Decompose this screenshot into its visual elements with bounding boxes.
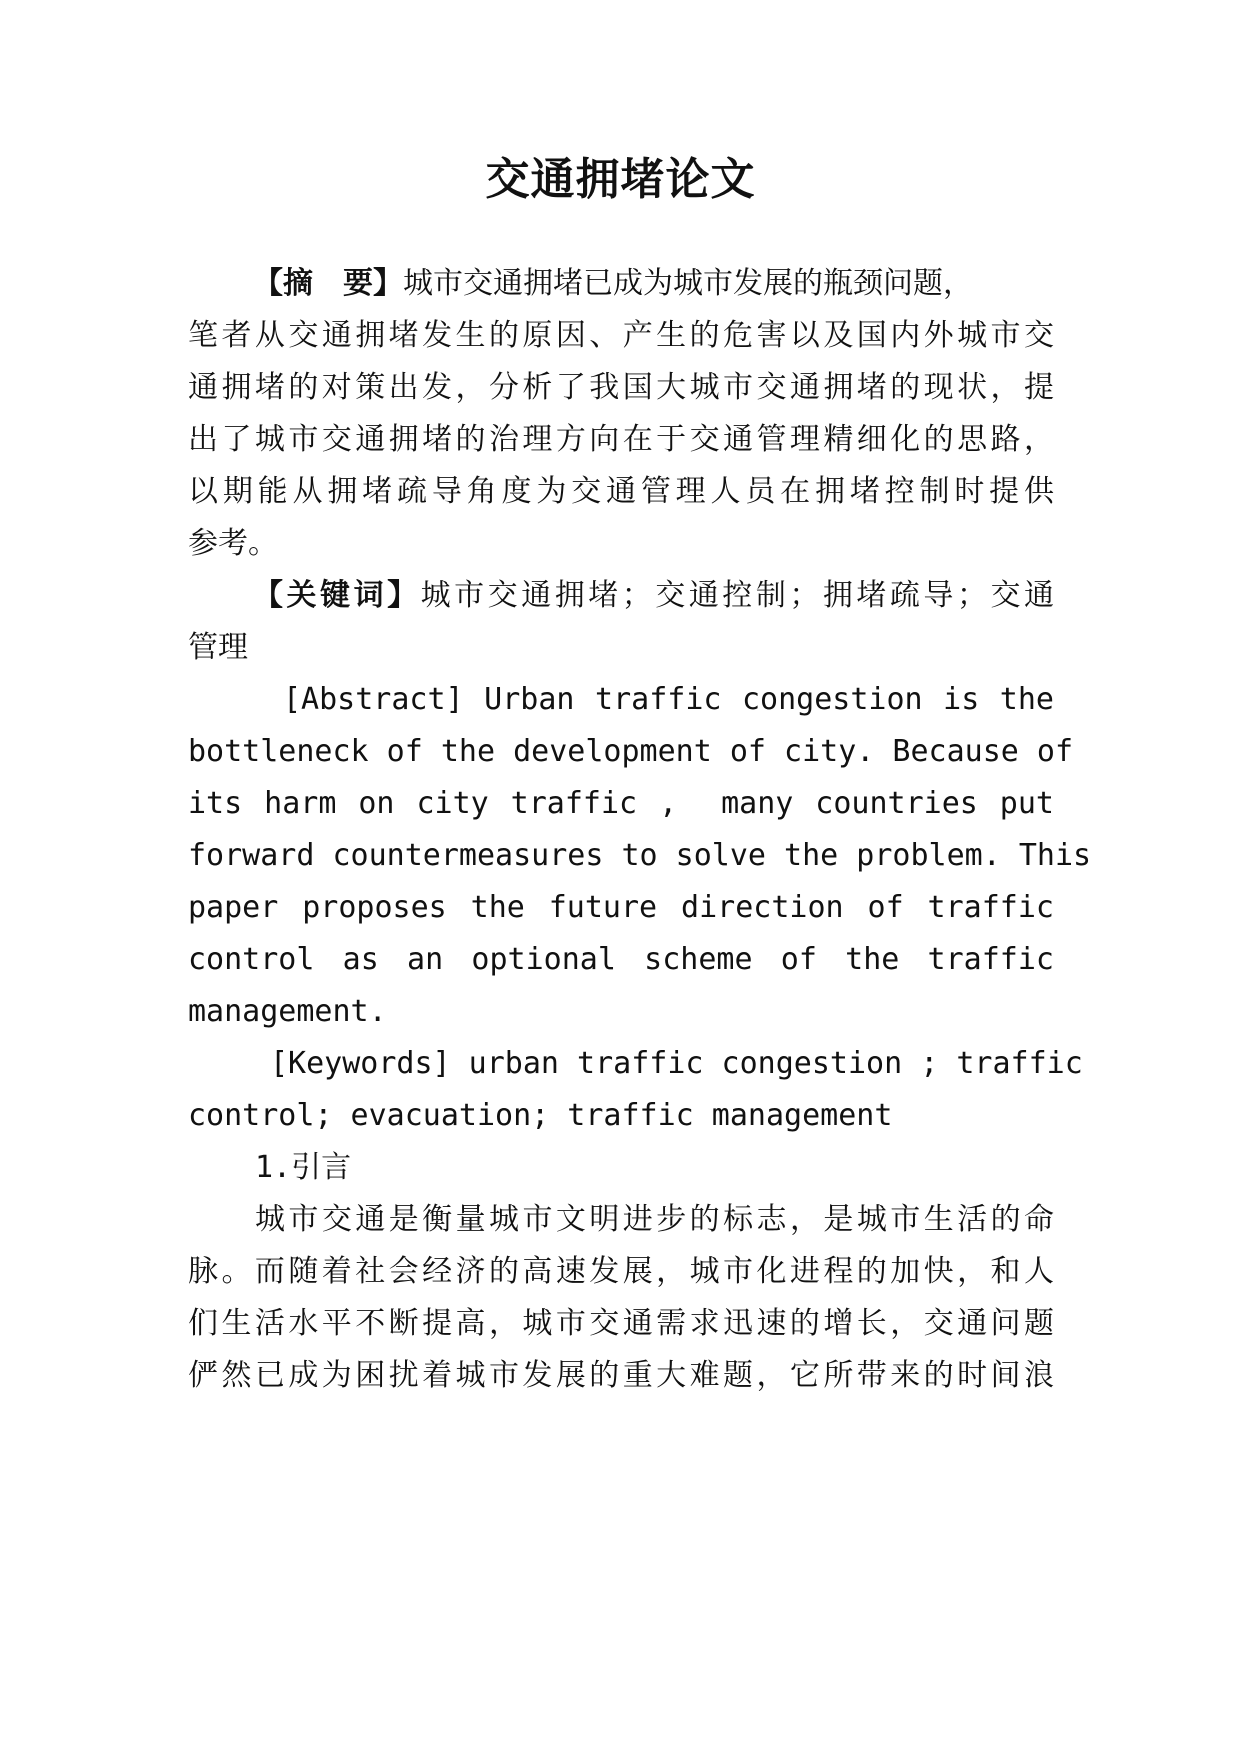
section-1-line-1: 城市交通是衡量城市文明进步的标志，是城市生活的命 xyxy=(255,1202,1054,1237)
abstract-cn-line-2: 笔者从交通拥堵发生的原因、产生的危害以及国内外城市交 xyxy=(188,318,1054,353)
abstract-en-line-7: management. xyxy=(188,994,387,1029)
abstract-en-line-1: [Abstract] Urban traffic congestion is the xyxy=(283,682,1054,717)
abstract-en-line-5: paper proposes the future direction of traffic xyxy=(188,890,1054,925)
abstract-en-line-6: control as an optional scheme of the traffic xyxy=(188,942,1054,977)
keywords-cn-text: 城市交通拥堵；交通控制；拥堵疏导；交通 xyxy=(420,578,1055,613)
document-title: 交通拥堵论文 xyxy=(485,154,756,205)
abstract-cn-line-6: 参考。 xyxy=(188,526,278,561)
section-1-line-2: 脉。而随着社会经济的高速发展，城市化进程的加快，和人 xyxy=(188,1254,1054,1289)
abstract-cn-line-5: 以期能从拥堵疏导角度为交通管理人员在拥堵控制时提供 xyxy=(188,474,1054,509)
abstract-cn-line-1 xyxy=(253,255,1054,313)
abstract-cn-text: 城市交通拥堵已成为城市发展的瓶颈问题， xyxy=(403,266,973,301)
abstract-en-line-4: forward countermeasures to solve the problem. This xyxy=(188,838,1092,873)
abstract-cn-line-3: 通拥堵的对策出发，分析了我国大城市交通拥堵的现状，提 xyxy=(188,370,1054,405)
abstract-en-line-2: bottleneck of the development of city. Because of xyxy=(188,734,1074,769)
abstract-en-line-3: its harm on city traffic , many countries put xyxy=(188,786,1054,821)
keywords-en-line-1: [Keywords] urban traffic congestion ; traffic xyxy=(270,1046,1083,1081)
section-1-line-4: 俨然已成为困扰着城市发展的重大难题，它所带来的时间浪 xyxy=(188,1358,1054,1393)
abstract-cn-line-4: 出了城市交通拥堵的治理方向在于交通管理精细化的思路， xyxy=(188,422,1054,457)
abstract-cn-label: 【摘 要】 xyxy=(253,266,403,301)
keywords-cn-label: 【关键词】 xyxy=(253,578,421,613)
section-1-heading: 1.引言 xyxy=(255,1150,352,1185)
keywords-cn-line-2: 管理 xyxy=(188,630,248,665)
section-1-line-3: 们生活水平不断提高，城市交通需求迅速的增长，交通问题 xyxy=(188,1306,1054,1341)
keywords-en-line-2: control; evacuation; traffic management xyxy=(188,1098,893,1133)
keywords-cn-line-1 xyxy=(253,567,1054,625)
